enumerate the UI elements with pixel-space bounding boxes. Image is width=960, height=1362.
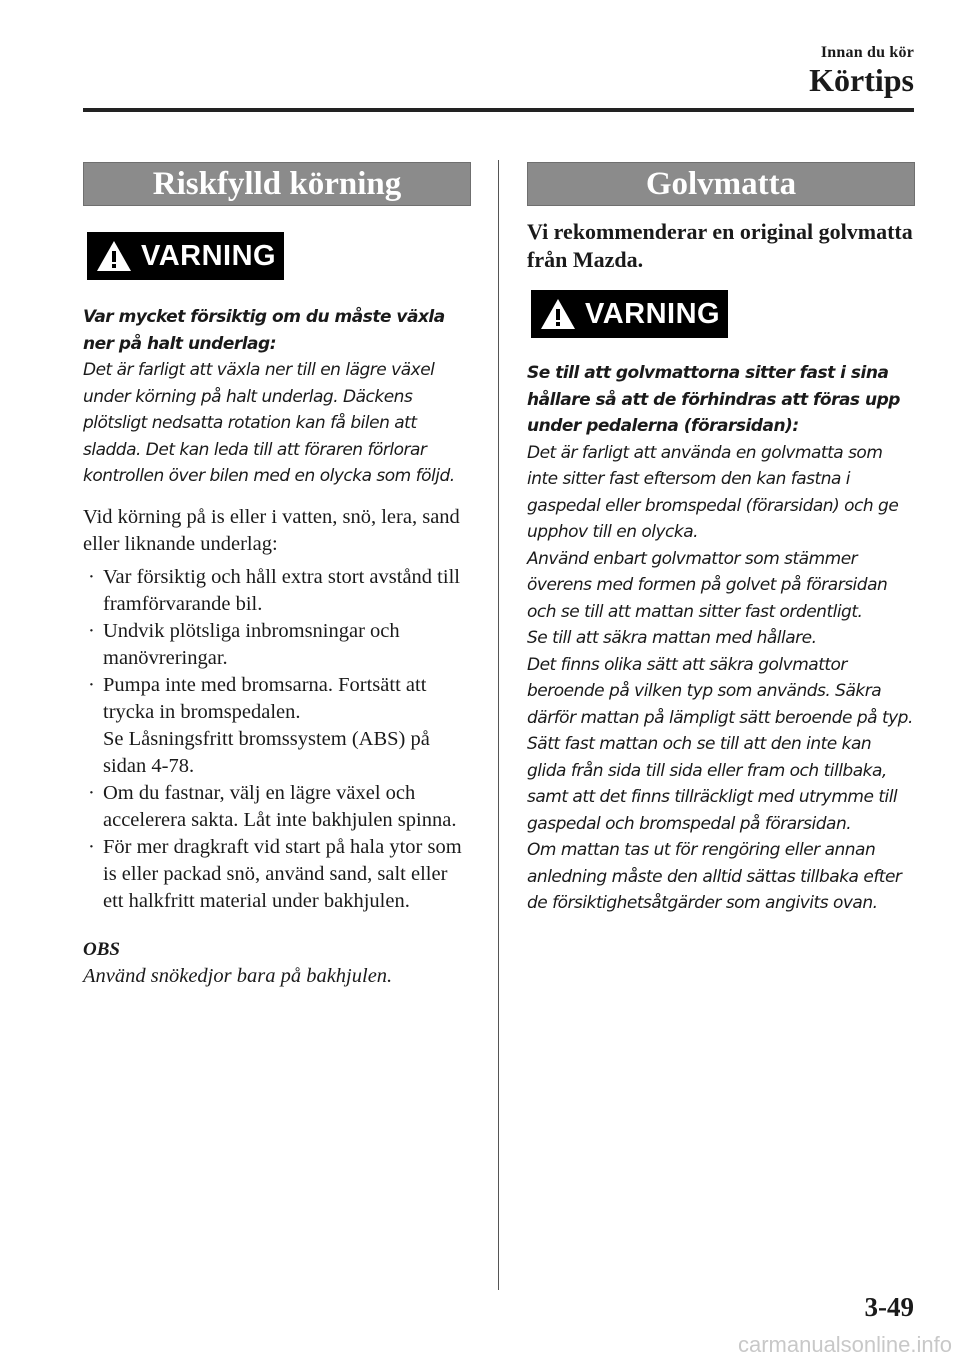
abs-reference: Se Låsningsfritt bromssystem (ABS) på sidan 4-78. — [103, 727, 430, 777]
header-rule — [83, 108, 914, 112]
note-title: OBS — [83, 938, 120, 960]
floor-mat-intro: Vi rekommenderar en original golvmatta från Mazda. — [527, 219, 913, 272]
list-item: · Pumpa inte med bromsarna. Fortsätt att trycka in bromspedalen. Se Låsningsfritt bromssystem (ABS) på sidan 4-78. — [88, 673, 430, 777]
warning-badge — [531, 290, 728, 338]
watermark: carmanualsonline.info — [737, 1332, 952, 1357]
page-number: 3-49 — [864, 1292, 914, 1322]
list-item: · Var försiktig och håll extra stort avstånd till framförvarande bil. — [88, 565, 460, 615]
note-text: Använd snökedjor bara på bakhjulen. — [83, 964, 393, 987]
warning-text: Det är farligt att växla ner till en lägre växel under körning på halt underlag. Däckens plötsligt nedsatta rotation kan få bilen att sladda. Det kan leda till att föraren förlorar kontrollen över bilen med en olycka som följd. — [83, 360, 455, 486]
warning-paragraph: Använd enbart golvmattor som stämmer överens med formen på golvet på förarsidan och se till att mattan sitter fast ordentligt. — [527, 548, 888, 622]
warning-heading: Se till att golvmattorna sitter fast i sina hållare så att de förhindras att föras upp under pedalerna (förarsidan): — [527, 363, 900, 436]
warning-paragraph: Det finns olika sätt att säkra golvmattor beroende på vilken typ som används. Säkra därför mattan på lämpligt sätt beroende på typ. — [527, 654, 913, 728]
warning-label: VARNING — [585, 297, 721, 330]
section-title: Körtips — [809, 62, 914, 98]
chapter-label: Innan du kör — [820, 44, 914, 61]
warning-triangle-icon — [95, 239, 133, 273]
floor-mat-title: Golvmatta — [527, 162, 915, 206]
list-item: · Undvik plötsliga inbromsningar och manövreringar. — [88, 619, 400, 669]
warning-paragraph: Sätt fast mattan och se till att den inte kan glida från sida till sida eller fram och tillbaka, samt att det finns tillräckligt med utrymme till gaspedal och bromspedal på förarsidan. — [527, 734, 898, 834]
warning-paragraph: Om mattan tas ut för rengöring eller annan anledning måste den alltid sättas tillbaka efter de försiktighetsåtgärder som angivits ovan. — [527, 840, 902, 913]
warning-paragraph: Se till att säkra mattan med hållare. — [527, 628, 817, 648]
warning-heading: Var mycket försiktig om du måste växla ner på halt underlag: — [83, 307, 445, 354]
list-item: · Om du fastnar, välj en lägre växel och accelerera sakta. Låt inte bakhjulen spinna. — [88, 781, 457, 831]
conditions-intro: Vid körning på is eller i vatten, snö, lera, sand eller liknande underlag: — [83, 505, 460, 555]
risky-driving-title: Riskfylld körning — [83, 162, 471, 206]
column-divider — [498, 160, 499, 1290]
left-column — [83, 162, 471, 990]
driving-tips-list — [83, 564, 471, 915]
right-column — [527, 162, 915, 917]
warning-paragraph: Det är farligt att använda en golvmatta som inte sitter fast eftersom den kan fastna i gaspedal eller bromspedal (förarsidan) och ge upphov till en olycka. — [527, 442, 899, 542]
warning-badge — [87, 232, 284, 280]
list-item: · För mer dragkraft vid start på hala ytor som is eller packad snö, använd sand, salt eller ett halkfritt material under bakhjulen. — [88, 835, 462, 912]
warning-label: VARNING — [141, 239, 277, 272]
warning-triangle-icon — [539, 297, 577, 331]
